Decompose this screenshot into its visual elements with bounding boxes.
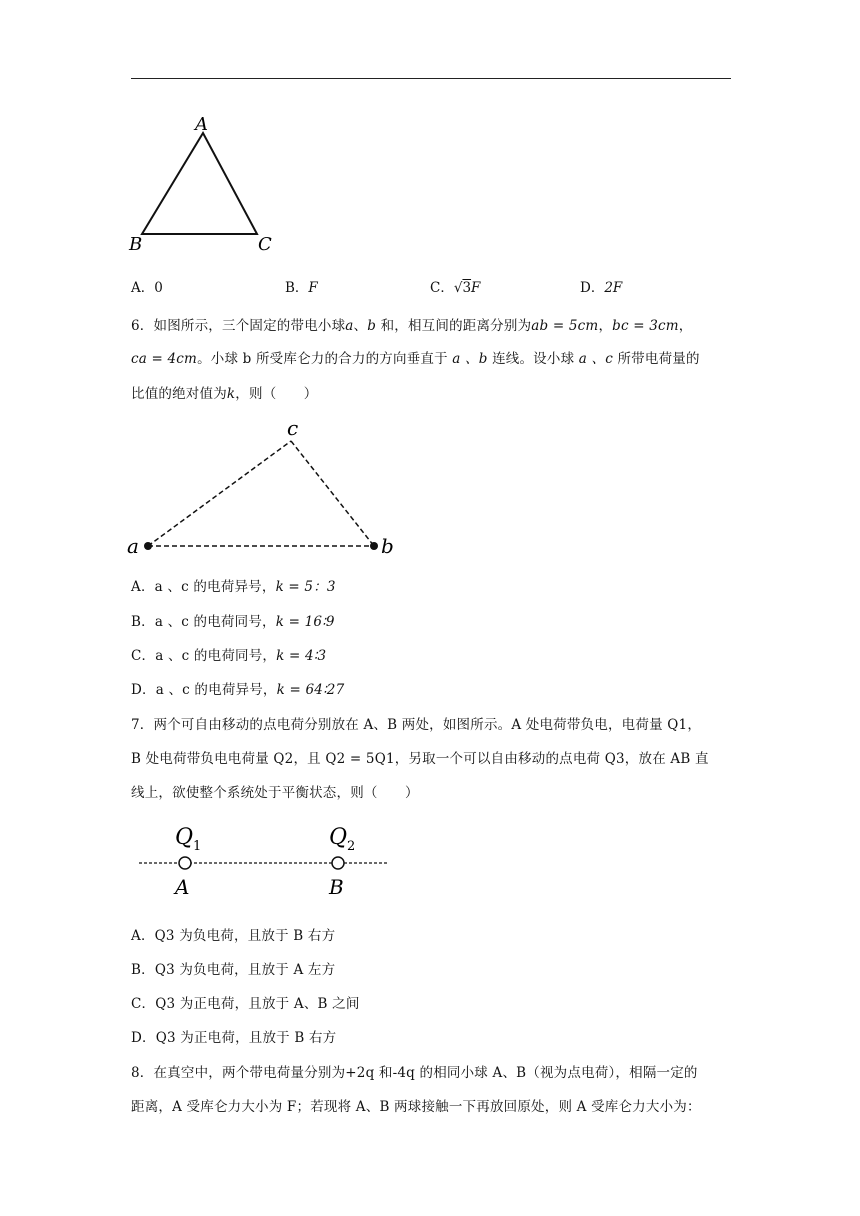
q6-eq-bc: bc = 3cm bbox=[612, 318, 679, 334]
q6-stem-line1 bbox=[131, 314, 693, 334]
q6-option-d bbox=[131, 678, 344, 698]
option-value: F bbox=[308, 280, 318, 296]
q7-option-a bbox=[131, 924, 335, 944]
q6-eq-ca: ca = 4cm bbox=[131, 351, 198, 367]
charge-q1-circle bbox=[179, 857, 191, 869]
charge-q2-label: $Q_2$ bbox=[329, 825, 356, 854]
charge-label-c: c bbox=[287, 416, 299, 440]
q6-stem-line2: ca = 4cm。小球 b 所受库仑力的合力的方向垂直于 a 、b 连线。设小球 a 、c 所带电荷量的 bbox=[131, 351, 700, 367]
charge-a-dot bbox=[144, 542, 152, 550]
option-key: D． bbox=[131, 1030, 156, 1046]
q6-comma: ， bbox=[598, 318, 613, 334]
option-text: Q3 为负电荷，且放于 A 左方 bbox=[154, 962, 336, 978]
option-pair: a 、c 的电荷异号， bbox=[154, 579, 276, 595]
option-var: F bbox=[471, 280, 481, 296]
charge-label-b: b bbox=[381, 534, 394, 558]
option-text: Q3 为正电荷，且放于 B 右方 bbox=[155, 1030, 337, 1046]
q5-option-d bbox=[580, 276, 622, 296]
q7-option-c bbox=[131, 992, 360, 1012]
option-k: k = 16∶9 bbox=[275, 614, 335, 630]
q6-var-k: k bbox=[226, 386, 236, 402]
option-key: B． bbox=[131, 614, 155, 630]
segment-ac bbox=[148, 441, 291, 546]
q6-text: 和，相互间的距离分别为 bbox=[376, 318, 532, 334]
charge-q2-circle bbox=[332, 857, 344, 869]
option-pair: a 、c 的电荷同号， bbox=[155, 648, 277, 664]
option-text: Q3 为正电荷，且放于 A、B 之间 bbox=[155, 996, 360, 1012]
point-b-label: B bbox=[329, 875, 344, 899]
q6-text: 。小球 b 所受库仑力的合力的方向垂直于 bbox=[197, 351, 448, 367]
q6-text: 所带电荷量的 bbox=[612, 351, 700, 367]
q8-stem-line2: 距离，A 受库仑力大小为 F；若现将 A、B 两球接触一下再放回原处，则 A 受库仑力大小为： bbox=[131, 1099, 701, 1115]
option-pair: a 、c 的电荷同号， bbox=[154, 614, 276, 630]
option-value: 0 bbox=[154, 280, 163, 296]
q7-option-d bbox=[131, 1026, 336, 1046]
segment-cb bbox=[291, 441, 374, 546]
q6-stem-line3 bbox=[131, 382, 318, 402]
option-value: 2F bbox=[604, 280, 623, 296]
header-rule bbox=[131, 78, 731, 79]
q6-var-a: a bbox=[345, 318, 354, 334]
q5-option-a bbox=[131, 276, 163, 296]
option-key: C． bbox=[131, 996, 156, 1012]
q6-text: 6．如图所示，三个固定的带电小球 bbox=[131, 318, 346, 334]
option-k: k = 5：3 bbox=[275, 579, 336, 595]
triangle-abc-shape bbox=[142, 133, 257, 234]
q6-option-c bbox=[131, 644, 326, 664]
q7-stem-line2: B 处电荷带负电电荷量 Q2，且 Q2 = 5Q1，另取一个可以自由移动的点电荷 Q3，放在 AB 直 bbox=[131, 751, 709, 767]
option-pair: a 、c 的电荷异号， bbox=[155, 682, 277, 698]
vertex-label-c: C bbox=[258, 234, 272, 255]
sqrt-symbol: √ bbox=[453, 280, 463, 296]
q6-var-b: b bbox=[367, 318, 377, 334]
option-key: D． bbox=[131, 682, 156, 698]
q6-sep: 、 bbox=[353, 318, 368, 334]
q6-eq-ab: ab = 5cm bbox=[531, 318, 599, 334]
option-key: A． bbox=[131, 579, 155, 595]
option-key: A． bbox=[131, 280, 155, 296]
q6-option-a bbox=[131, 575, 336, 595]
charge-q1-label: $Q_1$ bbox=[175, 825, 202, 854]
q6-comma: ， bbox=[678, 318, 693, 334]
vertex-label-b: B bbox=[129, 234, 143, 255]
charges-abc-figure bbox=[122, 412, 402, 562]
q6-text: ，则（ ） bbox=[235, 386, 318, 402]
option-key: B． bbox=[285, 280, 309, 296]
q6-option-b bbox=[131, 610, 335, 630]
q7-stem-line3: 线上，欲使整个系统处于平衡状态，则（ ） bbox=[131, 785, 419, 801]
triangle-abc-figure bbox=[125, 108, 285, 258]
charge-b-dot bbox=[370, 542, 378, 550]
charge-label-a: a bbox=[127, 534, 139, 558]
point-a-label: A bbox=[175, 875, 190, 899]
q7-option-b bbox=[131, 958, 335, 978]
q6-text: 比值的绝对值为 bbox=[131, 386, 227, 402]
q5-option-b bbox=[285, 276, 318, 296]
option-key: A． bbox=[131, 928, 155, 944]
option-k: k = 4∶3 bbox=[276, 648, 327, 664]
q7-stem-line1: 7．两个可自由移动的点电荷分别放在 A、B 两处，如图所示。A 处电荷带负电，电荷量 Q1， bbox=[131, 717, 702, 733]
option-key: B． bbox=[131, 962, 155, 978]
option-k: k = 64∶27 bbox=[276, 682, 345, 698]
q5-option-c bbox=[430, 276, 480, 296]
option-radicand: 3 bbox=[462, 280, 472, 296]
option-text: Q3 为负电荷，且放于 B 右方 bbox=[154, 928, 336, 944]
q6-text: 连线。设小球 bbox=[487, 351, 575, 367]
option-key: C． bbox=[430, 280, 454, 296]
option-key: C． bbox=[131, 648, 156, 664]
option-key: D． bbox=[580, 280, 605, 296]
point-charges-line-figure bbox=[135, 818, 395, 902]
vertex-label-a: A bbox=[195, 114, 208, 135]
q8-stem-line1: 8．在真空中，两个带电荷量分别为+2q 和-4q 的相同小球 A、B（视为点电荷），相隔一定的 bbox=[131, 1065, 698, 1081]
